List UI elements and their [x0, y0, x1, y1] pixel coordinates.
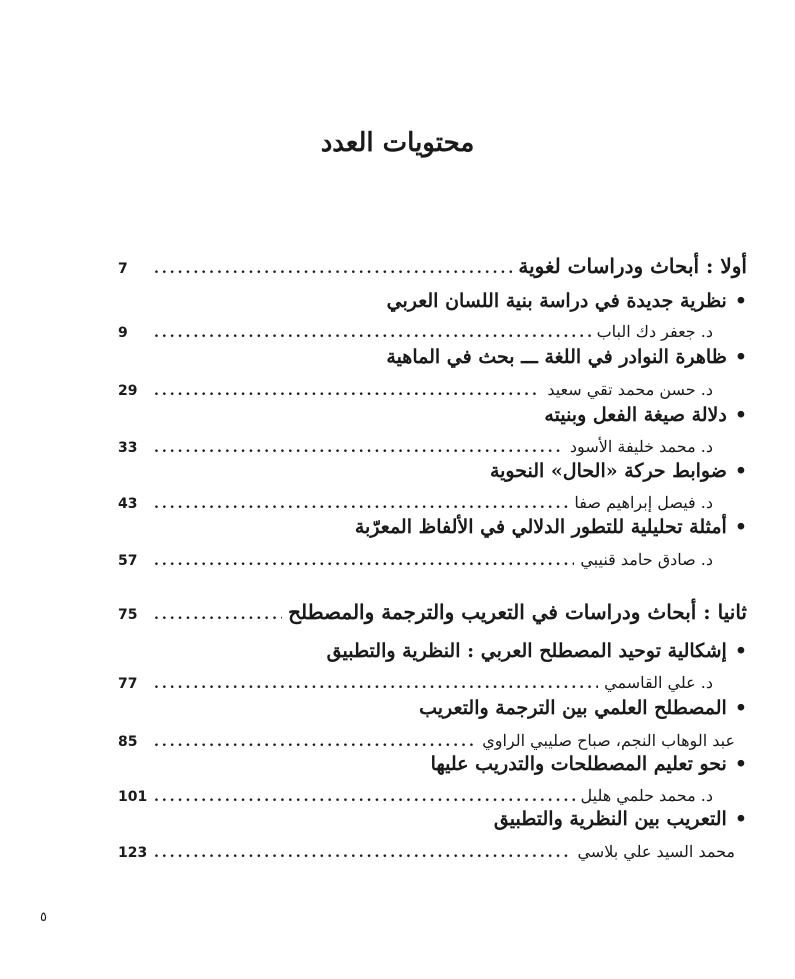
bullet: •: [734, 808, 747, 830]
article-author: عبد الوهاب النجم، صباح صليبي الراوي: [482, 731, 735, 750]
dot-leader: [154, 789, 575, 805]
article-title: المصطلح العلمي بين الترجمة والتعريب: [419, 697, 727, 719]
bullet: •: [734, 697, 747, 719]
article-title: أمثلة تحليلية للتطور الدلالي في الألفاظ المعرّبة: [354, 516, 727, 538]
toc-author-row: [118, 842, 747, 861]
article-title: التعريب بين النظرية والتطبيق: [493, 808, 727, 830]
toc-author-row: [118, 322, 747, 341]
bullet: •: [734, 346, 747, 368]
dot-leader: [154, 734, 476, 750]
toc-article: [118, 290, 747, 312]
bullet: •: [734, 640, 747, 662]
toc-article: [118, 640, 747, 662]
toc-article: [118, 346, 747, 368]
bullet: •: [734, 460, 747, 482]
dot-leader: [154, 676, 598, 692]
article-title: ضوابط حركة «الحال» النحوية: [489, 460, 727, 482]
toc-article: [118, 460, 747, 482]
toc-article: [118, 808, 747, 830]
toc-author-row: [118, 673, 747, 692]
article-author: محمد السيد علي بلاسي: [577, 842, 735, 861]
bullet: •: [734, 753, 747, 775]
dot-leader: [154, 845, 571, 861]
article-title: ظاهرة النوادر في اللغة ـــ بحث في الماهية: [386, 346, 727, 368]
dot-leader: [154, 496, 568, 512]
page-number: 7: [118, 261, 128, 277]
article-author: د. محمد حلمي هليل: [580, 786, 713, 805]
article-author: د. فيصل إبراهيم صفا: [574, 493, 713, 512]
article-author: د. علي القاسمي: [604, 673, 713, 692]
bullet: •: [734, 404, 747, 426]
toc-author-row: [118, 786, 747, 805]
article-author: د. حسن محمد تقي سعيد: [547, 380, 713, 399]
bullet: •: [734, 290, 747, 312]
page-number: 77: [118, 676, 138, 692]
toc-author-row: [118, 731, 747, 750]
dot-leader: [154, 607, 282, 623]
page-number: 33: [118, 440, 138, 456]
bullet: •: [734, 516, 747, 538]
article-author: د. جعفر دك الباب: [596, 322, 713, 341]
toc-author-row: [118, 493, 747, 512]
page-number: 123: [118, 845, 148, 861]
toc-article: [118, 404, 747, 426]
page-number: 43: [118, 496, 138, 512]
toc-article: [118, 697, 747, 719]
toc-section-2: [118, 600, 747, 624]
toc-author-row: [118, 380, 747, 399]
dot-leader: [154, 383, 541, 399]
article-title: نظرية جديدة في دراسة بنية اللسان العربي: [386, 290, 727, 312]
page-number: 29: [118, 383, 138, 399]
dot-leader: [154, 261, 512, 277]
dot-leader: [154, 325, 591, 341]
page-title: محتويات العدد: [320, 128, 475, 158]
page-number: 57: [118, 553, 138, 569]
article-title: إشكالية توحيد المصطلح العربي : النظرية والتطبيق: [326, 640, 727, 662]
toc-author-row: [118, 550, 747, 569]
article-author: د. محمد خليفة الأسود: [569, 437, 713, 456]
section-heading: ثانيا : أبحاث ودراسات في التعريب والترجمة والمصطلح: [288, 600, 747, 624]
page-number: 9: [118, 325, 128, 341]
page-number: 75: [118, 607, 138, 623]
toc-author-row: [118, 437, 747, 456]
toc-section-1: [118, 254, 747, 278]
article-title: دلالة صيغة الفعل وبنيته: [544, 404, 727, 426]
dot-leader: [154, 440, 564, 456]
article-author: د. صادق حامد قنيبي: [580, 550, 713, 569]
folio-page-number: ٥: [40, 910, 47, 925]
section-heading: أولا : أبحاث ودراسات لغوية: [518, 254, 747, 278]
page-number: 101: [118, 789, 148, 805]
article-title: نحو تعليم المصطلحات والتدريب عليها: [430, 753, 727, 775]
toc-article: [118, 753, 747, 775]
dot-leader: [154, 553, 574, 569]
toc-article: [118, 516, 747, 538]
page-number: 85: [118, 734, 138, 750]
